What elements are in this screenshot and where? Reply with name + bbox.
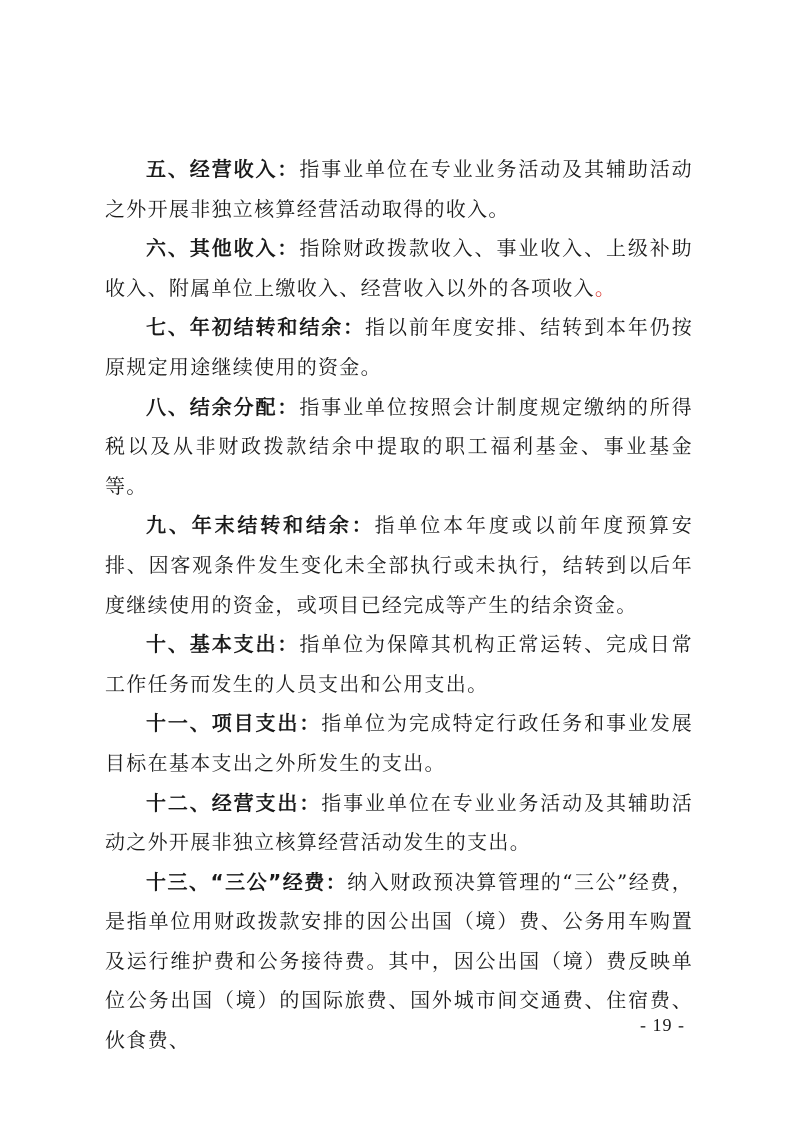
definition-paragraph-basic-expenditure xyxy=(105,625,693,704)
definition-paragraph-operating-income xyxy=(105,150,693,229)
definition-term: 七、年初结转和结余： xyxy=(146,315,366,340)
definition-term: 八、结余分配： xyxy=(146,394,300,419)
definition-term: 十三、“三公”经费： xyxy=(146,869,348,894)
document-body xyxy=(105,150,693,1061)
definition-text: 指事业单位在专业业务活动及其辅助活动之外开展非独立核算经营活动发生的支出。 xyxy=(105,790,693,855)
definition-paragraph-operating-expenditure xyxy=(105,784,693,863)
definition-text: 指以前年度安排、结转到本年仍按原规定用途继续使用的资金。 xyxy=(105,315,694,379)
definition-term: 九、年末结转和结余： xyxy=(146,513,375,538)
definition-paragraph-surplus-distribution xyxy=(105,388,693,507)
definition-term: 六、其他收入： xyxy=(146,236,300,261)
definition-paragraph-project-expenditure xyxy=(105,704,693,783)
definition-paragraph-other-income xyxy=(105,229,693,308)
definition-text: 指单位本年度或以前年度预算安排、因客观条件发生变化未全部执行或未执行，结转到以后年度继续使用的资金，或项目已经完成等产生的结余资金。 xyxy=(105,513,694,617)
definition-text: 指单位为完成特定行政任务和事业发展目标在基本支出之外所发生的支出。 xyxy=(105,711,693,775)
definition-paragraph-closing-carryover xyxy=(105,506,693,625)
definition-paragraph-opening-carryover xyxy=(105,308,693,387)
definition-text: 纳入财政预决算管理的“三公”经费，是指单位用财政拨款安排的因公出国（境）费、公务用车购置及运行维护费和公务接待费。其中，因公出国（境）费反映单位公务出国（境）的国际旅费、国外城市间交通费、住宿费、伙食费、 xyxy=(105,869,693,1053)
definition-text: 指事业单位在专业业务活动及其辅助活动之外开展非独立核算经营活动取得的收入。 xyxy=(105,157,693,221)
highlighted-period: 。 xyxy=(594,275,617,300)
definition-text: 指单位为保障其机构正常运转、完成日常工作任务而发生的人员支出和公用支出。 xyxy=(105,632,693,696)
page-number: - 19 - xyxy=(640,1015,685,1035)
definition-term: 五、经营收入： xyxy=(146,157,300,181)
definition-term: 十、基本支出： xyxy=(146,632,300,657)
definition-term: 十一、项目支出： xyxy=(146,711,322,736)
definition-term: 十二、经营支出： xyxy=(146,790,322,815)
definition-paragraph-three-public-expenses xyxy=(105,863,693,1061)
definition-text: 指除财政拨款收入、事业收入、上级补助收入、附属单位上缴收入、经营收入以外的各项收入 xyxy=(105,236,693,300)
definition-text: 指事业单位按照会计制度规定缴纳的所得税以及从非财政拨款结余中提取的职工福利基金、事业基金等。 xyxy=(105,394,693,498)
